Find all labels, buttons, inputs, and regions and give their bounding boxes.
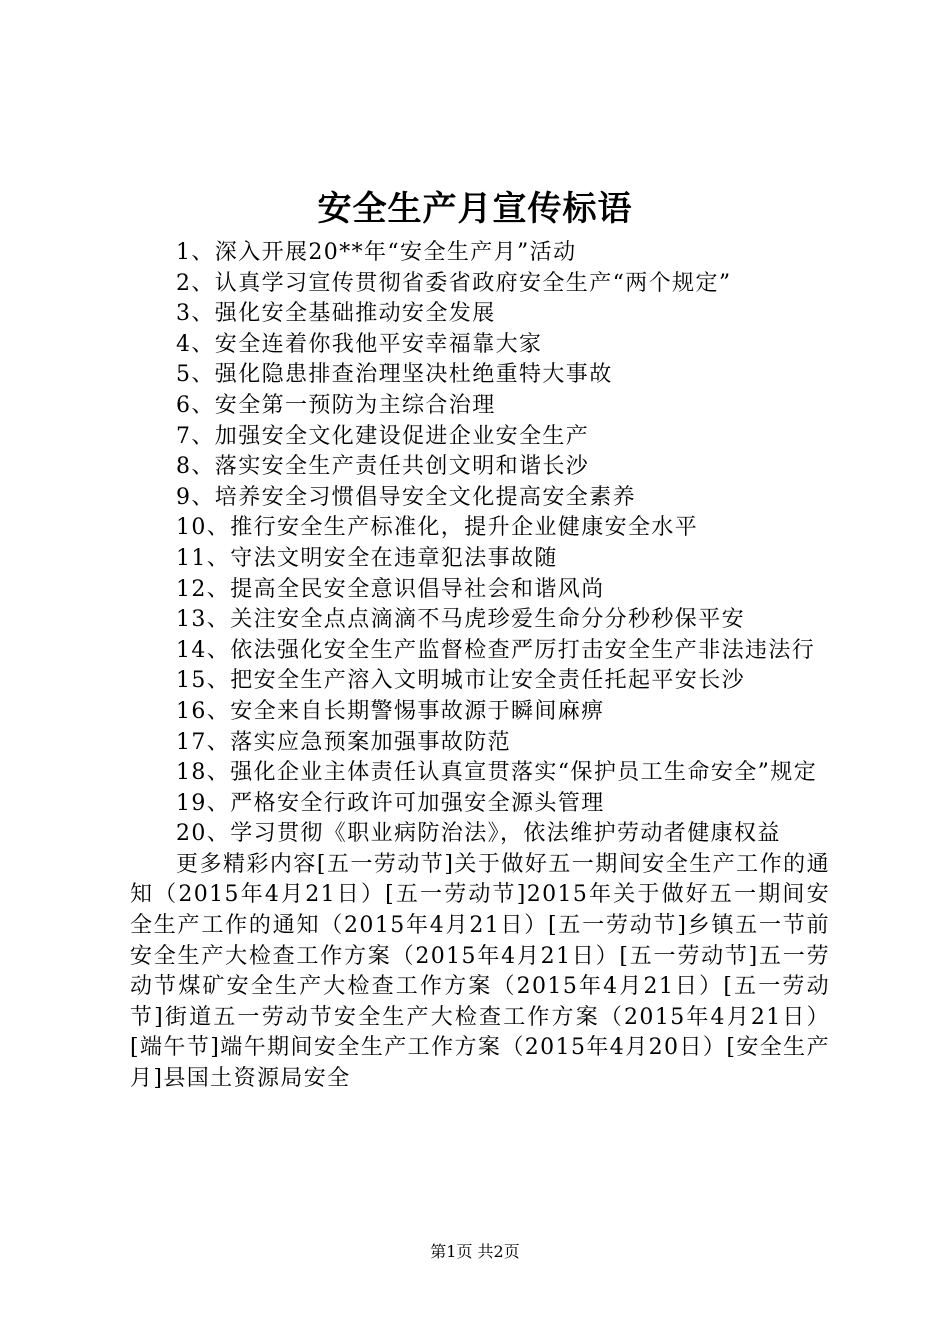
slogan-item: 7、加强安全文化建设促进企业安全生产 — [176, 423, 590, 449]
slogan-item: 10、推行安全生产标准化，提升企业健康安全水平 — [176, 515, 699, 541]
slogan-item: 11、守法文明安全在违章犯法事故随 — [176, 545, 558, 571]
slogan-item: 12、提高全民安全意识倡导社会和谐风尚 — [176, 576, 605, 602]
slogan-item: 20、学习贯彻《职业病防治法》，依法维护劳动者健康权益 — [176, 821, 781, 847]
slogan-item: 14、依法强化安全生产监督检查严厉打击安全生产非法违法行 — [176, 637, 816, 663]
slogan-item: 5、强化隐患排查治理坚决杜绝重特大事故 — [176, 362, 613, 388]
slogan-item: 18、强化企业主体责任认真宣贯落实“保护员工生命安全”规定 — [176, 760, 818, 786]
document-title: 安全生产月宣传标语 — [317, 189, 633, 229]
slogan-item: 17、落实应急预案加强事故防范 — [176, 729, 511, 755]
slogan-item: 2、认真学习宣传贯彻省委省政府安全生产“两个规定” — [176, 270, 732, 296]
page-number-footer: 第1页 共2页 — [430, 1242, 520, 1261]
slogan-item: 13、关注安全点点滴滴不马虎珍爱生命分分秒秒保平安 — [176, 607, 745, 633]
slogan-item: 3、强化安全基础推动安全发展 — [176, 301, 496, 327]
slogan-list — [130, 238, 830, 1095]
slogan-item: 4、安全连着你我他平安幸福靠大家 — [176, 331, 543, 357]
slogan-item: 9、培养安全习惯倡导安全文化提高安全素养 — [176, 484, 636, 510]
slogan-item: 15、把安全生产溶入文明城市让安全责任托起平安长沙 — [176, 668, 745, 694]
slogan-item: 16、安全来自长期警惕事故源于瞬间麻痹 — [176, 698, 605, 724]
slogan-item: 8、落实安全生产责任共创文明和谐长沙 — [176, 454, 590, 480]
slogan-item: 6、安全第一预防为主综合治理 — [176, 392, 496, 418]
slogan-item: 1、深入开展20**年“安全生产月”活动 — [176, 240, 577, 265]
slogan-item: 19、严格安全行政许可加强安全源头管理 — [176, 790, 605, 816]
more-content-paragraph: 更多精彩内容[五一劳动节]关于做好五一期间安全生产工作的通知（2015年4月21日）[五一劳动节]2015年关于做好五一期间安全生产工作的通知（2015年4月21日）[五一劳动节]乡镇五一节前安全生产大检查工作方案（2015年4月21日）[五一劳动节]五一劳动节煤矿安全生产大检查工作方案（2015年4月21日）[五一劳动节]街道五一劳动节安全生产大检查工作方案（2015年4月21日）[端午节]端午期间安全生产工作方案（2015年4月20日）[安全生产月]县国土资源局安全 — [130, 851, 830, 1092]
